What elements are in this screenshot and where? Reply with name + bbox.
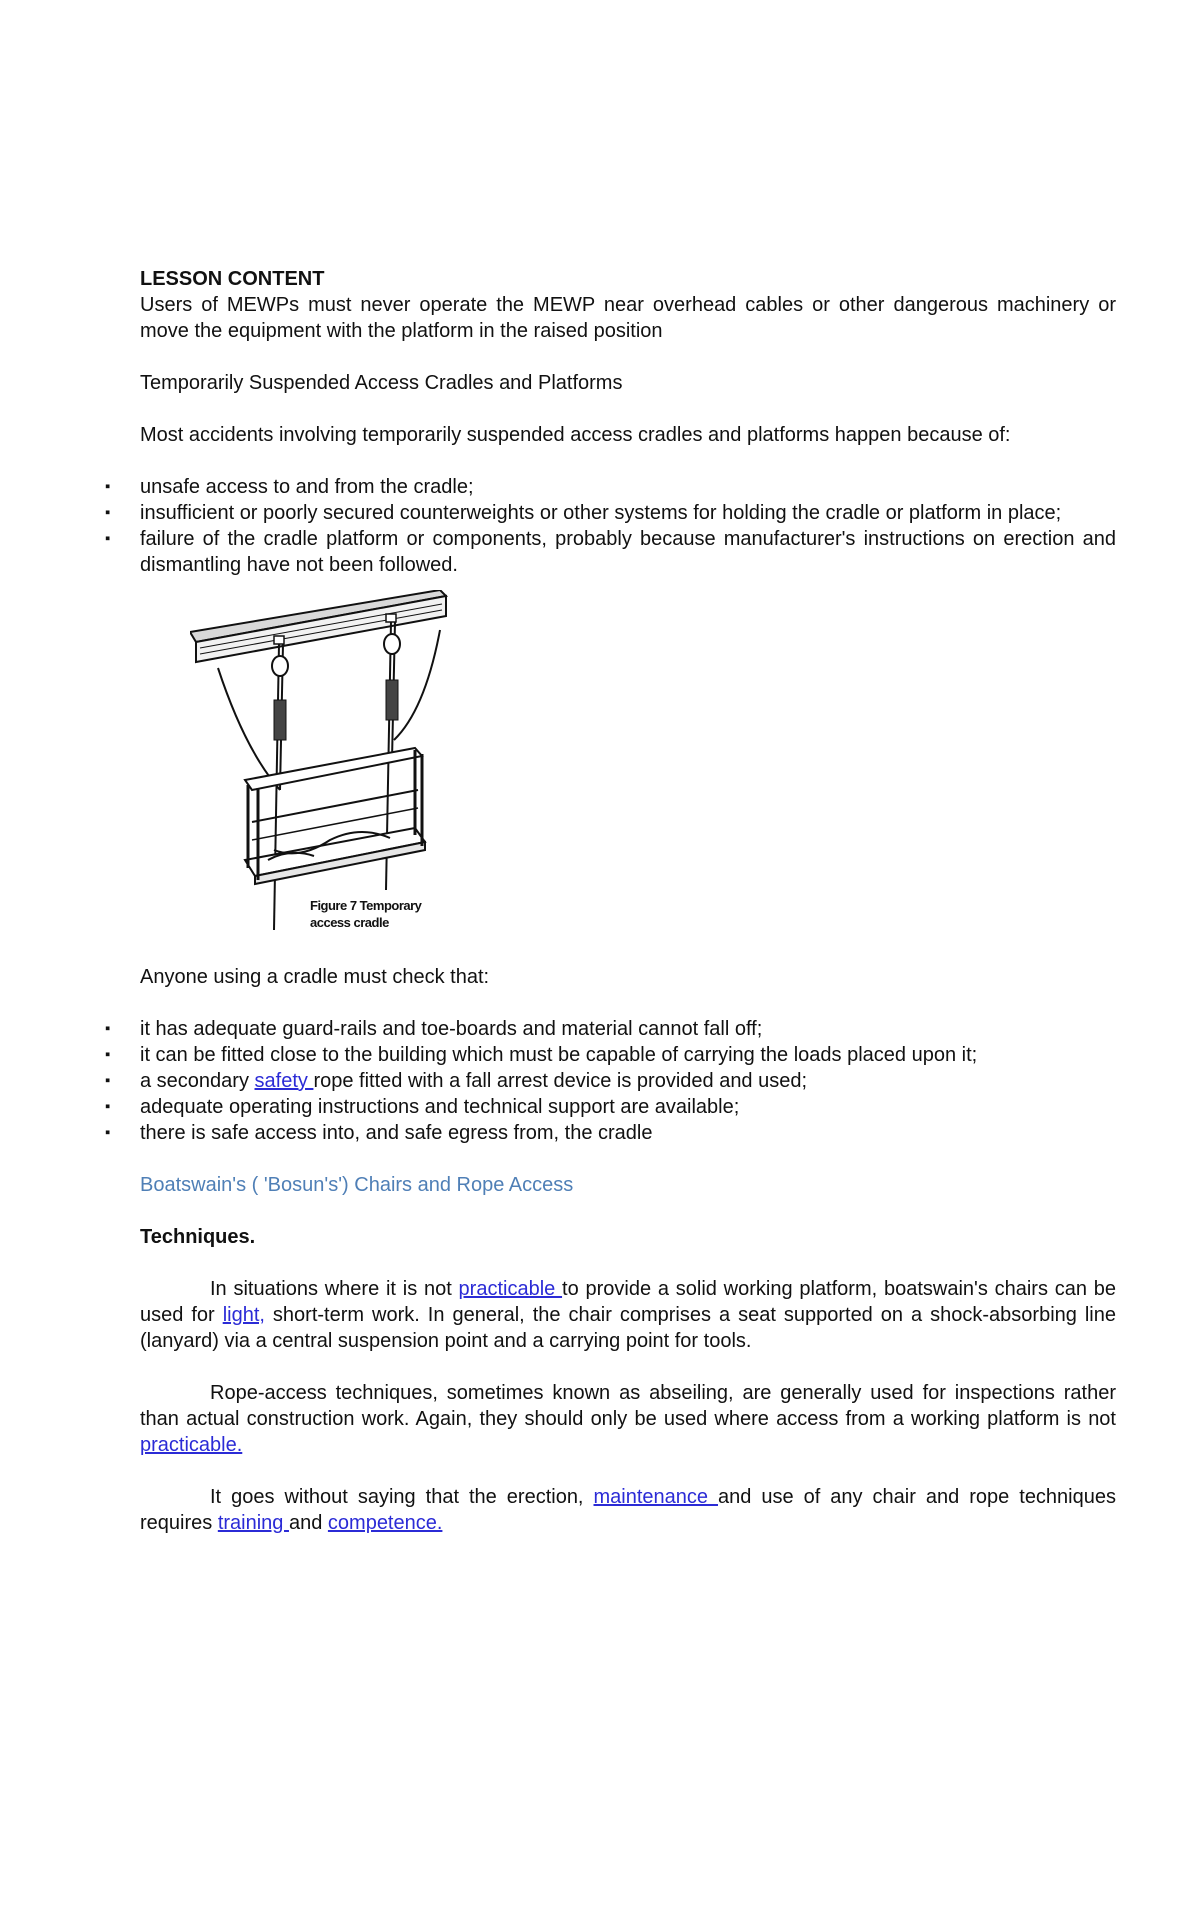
erection-paragraph: It goes without saying that the erection, maintenance and use of any chair and rope techniques requires training and competence. [140,1486,1116,1534]
bullet-icon: ▪ [105,530,111,547]
figure-caption: Figure 7 Temporary access cradle [310,898,422,930]
lesson-content [105,266,1116,1536]
bullet-icon: ▪ [105,1020,111,1037]
intro-paragraph: Users of MEWPs must never operate the MEWP near overhead cables or other dangerous machinery or move the equipment with the platform in the raised position [140,294,1116,342]
bullet-icon: ▪ [105,1046,111,1063]
techniques-title: Techniques. [140,1226,256,1248]
practicable-link[interactable]: practicable [458,1278,563,1300]
bullet-icon: ▪ [105,478,111,495]
checks-list [105,1016,1116,1146]
list-item: ▪ it has adequate guard-rails and toe-boards and material cannot fall off; [105,1018,763,1040]
check-intro: Anyone using a cradle must check that: [140,966,490,988]
safety-link[interactable]: safety [254,1070,314,1092]
list-item: ▪ unsafe access to and from the cradle; [105,476,474,498]
boatswain-paragraph: In situations where it is not practicable to provide a solid working platform, boatswain's chairs can be used for light, short-term work. In general, the chair comprises a seat supported on a shock-absorbing line (lanyard) via a central suspension point and a carrying point for tools. [140,1278,1116,1352]
list-item: ▪ failure of the cradle platform or components, probably because manufacturer's instructions on erection and dismantling have not been followed. [105,528,1116,576]
temporary-access-cradle-illustration [190,590,470,940]
list-item: ▪ adequate operating instructions and technical support are available; [105,1096,740,1118]
training-link[interactable]: training [217,1512,289,1534]
list-item: ▪ it can be fitted close to the building which must be capable of carrying the loads placed upon it; [105,1044,978,1066]
accident-causes-list [105,474,1116,578]
list-item: ▪ there is safe access into, and safe egress from, the cradle [105,1122,653,1144]
bullet-icon: ▪ [105,1072,111,1089]
light-link[interactable]: light, [222,1304,265,1326]
rope-access-paragraph: Rope-access techniques, sometimes known as abseiling, are generally used for inspections rather than actual construction work. Again, they should only be used where access from a working platform is not practicable. [140,1382,1116,1456]
accidents-intro: Most accidents involving temporarily suspended access cradles and platforms happen because of: [140,424,1011,446]
practicable-link-2[interactable]: practicable. [140,1434,243,1456]
maintenance-link[interactable]: maintenance [593,1486,719,1508]
bosun-section-title: Boatswain's ( 'Bosun's') Chairs and Rope Access [140,1174,574,1196]
list-item: ▪ insufficient or poorly secured counterweights or other systems for holding the cradle or platform in place; [105,502,1062,524]
bullet-icon: ▪ [105,504,111,521]
list-item: ▪ a secondary safety rope fitted with a fall arrest device is provided and used; [105,1070,808,1092]
bullet-icon: ▪ [105,1098,111,1115]
cradle-figure [190,590,470,940]
bullet-icon: ▪ [105,1124,111,1141]
lesson-heading: LESSON CONTENT [140,268,325,290]
competence-link[interactable]: competence. [327,1512,443,1534]
section-title: Temporarily Suspended Access Cradles and Platforms [140,372,623,394]
